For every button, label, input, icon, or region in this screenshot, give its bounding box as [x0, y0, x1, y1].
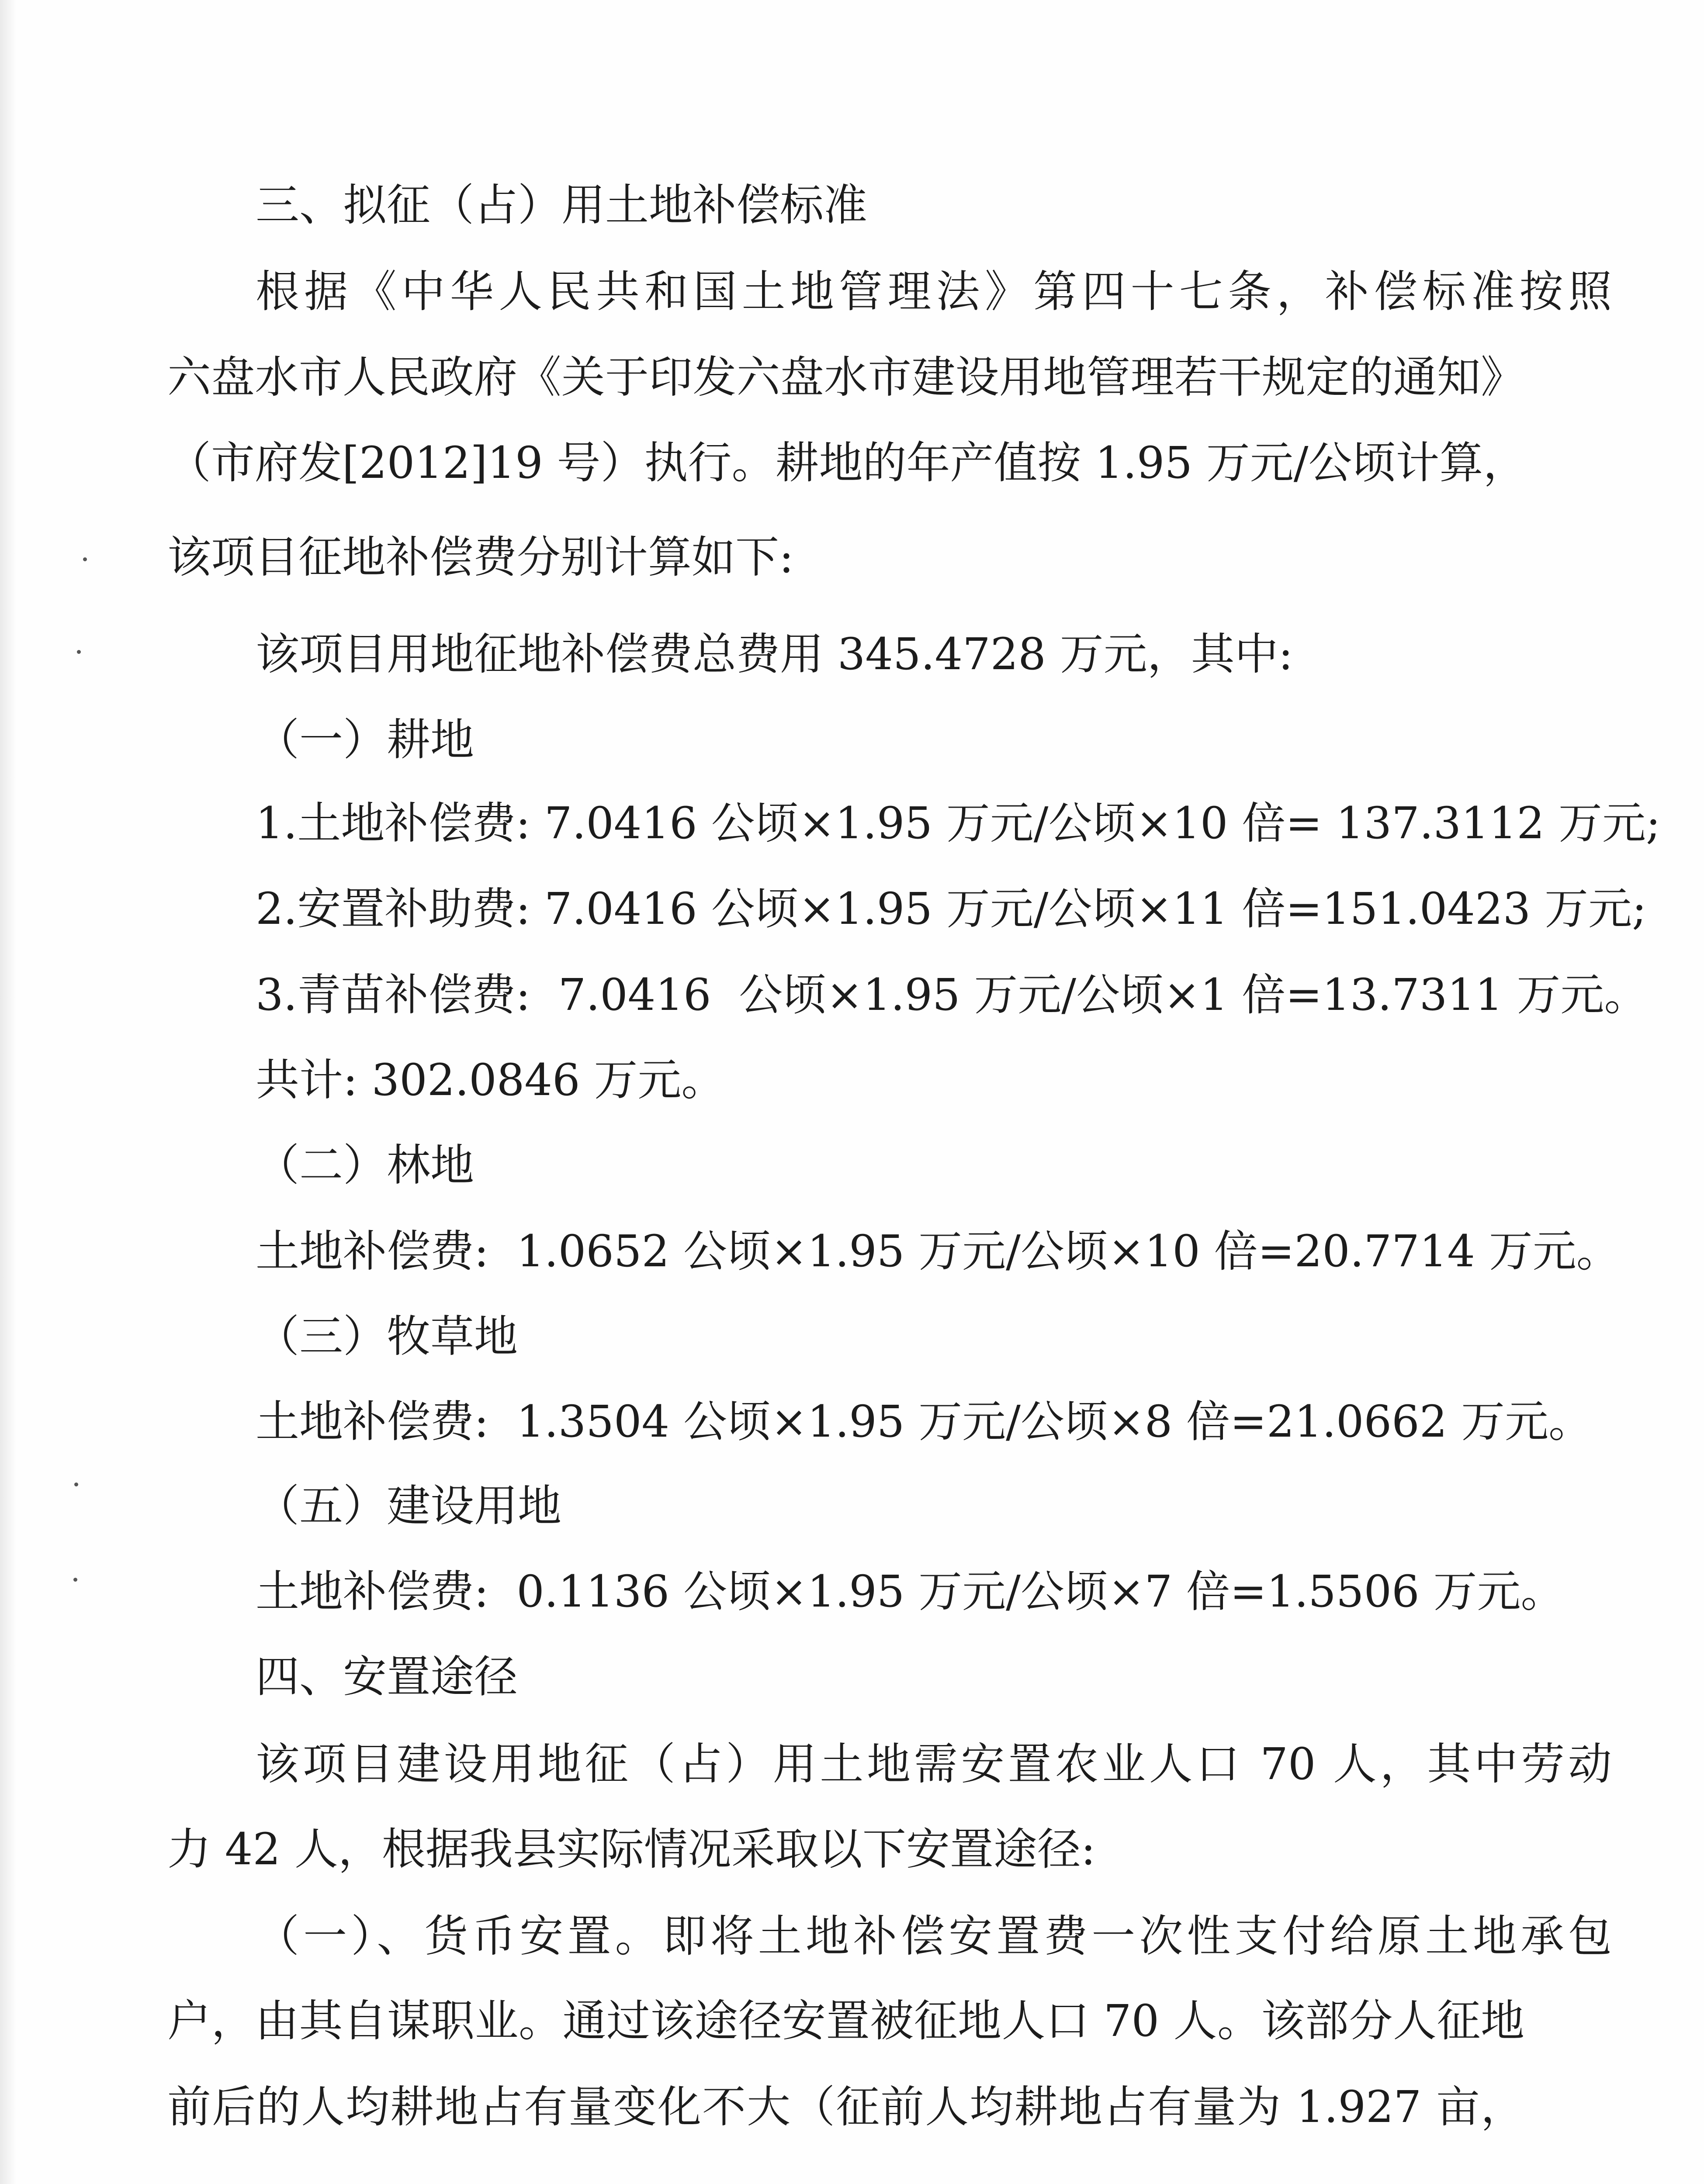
subtotal-line: 共计: 302.0846 万元。 — [256, 1054, 725, 1106]
body-line: 根据《中华人民共和国土地管理法》第四十七条，补偿标准按照 — [256, 266, 1612, 317]
calc-line: 土地补偿费: 1.3504 公顷×1.95 万元/公顷×8 倍=21.0662 万元。 — [256, 1396, 1593, 1447]
body-line: 户，由其自谋职业。通过该途径安置被征地人口 70 人。该部分人征地 — [167, 1995, 1524, 2046]
body-line: （一）、货币安置。即将土地补偿安置费一次性支付给原土地承包 — [256, 1911, 1612, 1962]
subheading-forest-land: （二）林地 — [256, 1140, 474, 1191]
section-heading-resettlement: 四、安置途径 — [256, 1651, 518, 1702]
subheading-construction-land: （五）建设用地 — [256, 1480, 561, 1531]
body-line: 前后的人均耕地占有量变化不大（征前人均耕地占有量为 1.927 亩， — [167, 2081, 1524, 2132]
calc-line: 3.青苗补偿费: 7.0416 公顷×1.95 万元/公顷×1 倍=13.7311 万元。 — [256, 969, 1648, 1020]
calc-line: 土地补偿费: 1.0652 公顷×1.95 万元/公顷×10 倍=20.7714 万元。 — [256, 1226, 1620, 1277]
calc-line: 1.土地补偿费: 7.0416 公顷×1.95 万元/公顷×10 倍= 137.3112 万元; — [256, 798, 1661, 849]
subheading-cultivated-land: （一）耕地 — [256, 714, 474, 765]
section-heading-compensation-standard: 三、拟征（占）用土地补偿标准 — [256, 180, 867, 231]
total-compensation-line: 该项目用地征地补偿费总费用 345.4728 万元，其中: — [256, 629, 1293, 680]
calc-line: 土地补偿费: 0.1136 公顷×1.95 万元/公顷×7 倍=1.5506 万元。 — [256, 1566, 1565, 1617]
body-line: 该项目建设用地征（占）用土地需安置农业人口 70 人，其中劳动 — [256, 1738, 1612, 1790]
body-line: 六盘水市人民政府《关于印发六盘水市建设用地管理若干规定的通知》 — [167, 352, 1524, 403]
body-line: 该项目征地补偿费分别计算如下: — [167, 532, 794, 583]
subheading-grassland: （三）牧草地 — [256, 1311, 518, 1362]
body-line: （市府发[2012]19 号）执行。耕地的年产值按 1.95 万元/公顷计算， — [167, 437, 1527, 488]
body-line: 力 42 人，根据我县实际情况采取以下安置途径: — [167, 1824, 1096, 1875]
calc-line: 2.安置补助费: 7.0416 公顷×1.95 万元/公顷×11 倍=151.0423 万元; — [256, 883, 1647, 934]
